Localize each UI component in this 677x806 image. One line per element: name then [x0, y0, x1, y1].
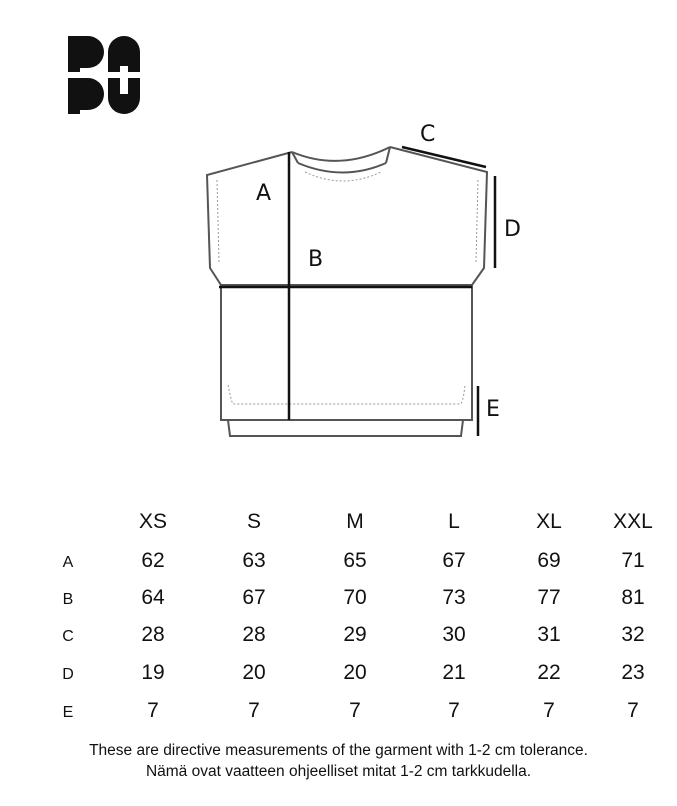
cell-e-l: 7 — [448, 699, 460, 722]
cell-c-m: 29 — [343, 623, 367, 646]
cell-c-l: 30 — [442, 623, 466, 646]
cell-a-m: 65 — [343, 549, 367, 572]
cell-d-l: 21 — [442, 661, 466, 684]
cell-d-xs: 19 — [141, 661, 165, 684]
cell-e-xs: 7 — [147, 699, 159, 722]
cell-b-xl: 77 — [537, 586, 561, 609]
size-header-xl: XL — [536, 510, 562, 533]
cell-a-xl: 69 — [537, 549, 561, 572]
size-header-xxl: XXL — [613, 510, 653, 533]
cell-a-l: 67 — [442, 549, 466, 572]
cell-d-m: 20 — [343, 661, 367, 684]
label-c: C — [420, 122, 436, 147]
row-label-a: A — [62, 554, 74, 571]
cell-b-s: 67 — [242, 586, 266, 609]
row-label-e: E — [62, 704, 74, 721]
cell-e-xl: 7 — [543, 699, 555, 722]
tolerance-note-en: These are directive measurements of the garment with 1-2 cm tolerance. — [89, 742, 588, 759]
cell-a-xs: 62 — [141, 549, 165, 572]
row-label-d: D — [62, 666, 74, 683]
cell-b-m: 70 — [343, 586, 367, 609]
size-header-l: L — [448, 510, 460, 533]
cell-c-xxl: 32 — [621, 623, 645, 646]
size-header-s: S — [246, 510, 262, 533]
cell-c-s: 28 — [242, 623, 266, 646]
cell-b-l: 73 — [442, 586, 466, 609]
size-header-xs: XS — [138, 510, 168, 533]
label-e: E — [486, 397, 500, 422]
cell-a-s: 63 — [242, 549, 266, 572]
label-b: B — [308, 247, 324, 272]
cell-b-xxl: 81 — [621, 586, 645, 609]
cell-e-m: 7 — [349, 699, 361, 722]
cell-b-xs: 64 — [141, 586, 165, 609]
row-label-b: B — [62, 591, 74, 608]
cell-d-xxl: 23 — [621, 661, 645, 684]
cell-e-xxl: 7 — [627, 699, 639, 722]
cell-a-xxl: 71 — [621, 549, 645, 572]
cell-c-xl: 31 — [537, 623, 561, 646]
cell-e-s: 7 — [248, 699, 260, 722]
label-a: A — [256, 181, 272, 206]
cell-d-xl: 22 — [537, 661, 561, 684]
row-label-c: C — [62, 628, 74, 645]
cell-c-xs: 28 — [141, 623, 165, 646]
size-header-m: M — [346, 510, 364, 533]
cell-d-s: 20 — [242, 661, 266, 684]
label-d: D — [504, 217, 521, 242]
tolerance-note-fi: Nämä ovat vaatteen ohjeelliset mitat 1-2 cm tarkkudella. — [145, 763, 532, 780]
